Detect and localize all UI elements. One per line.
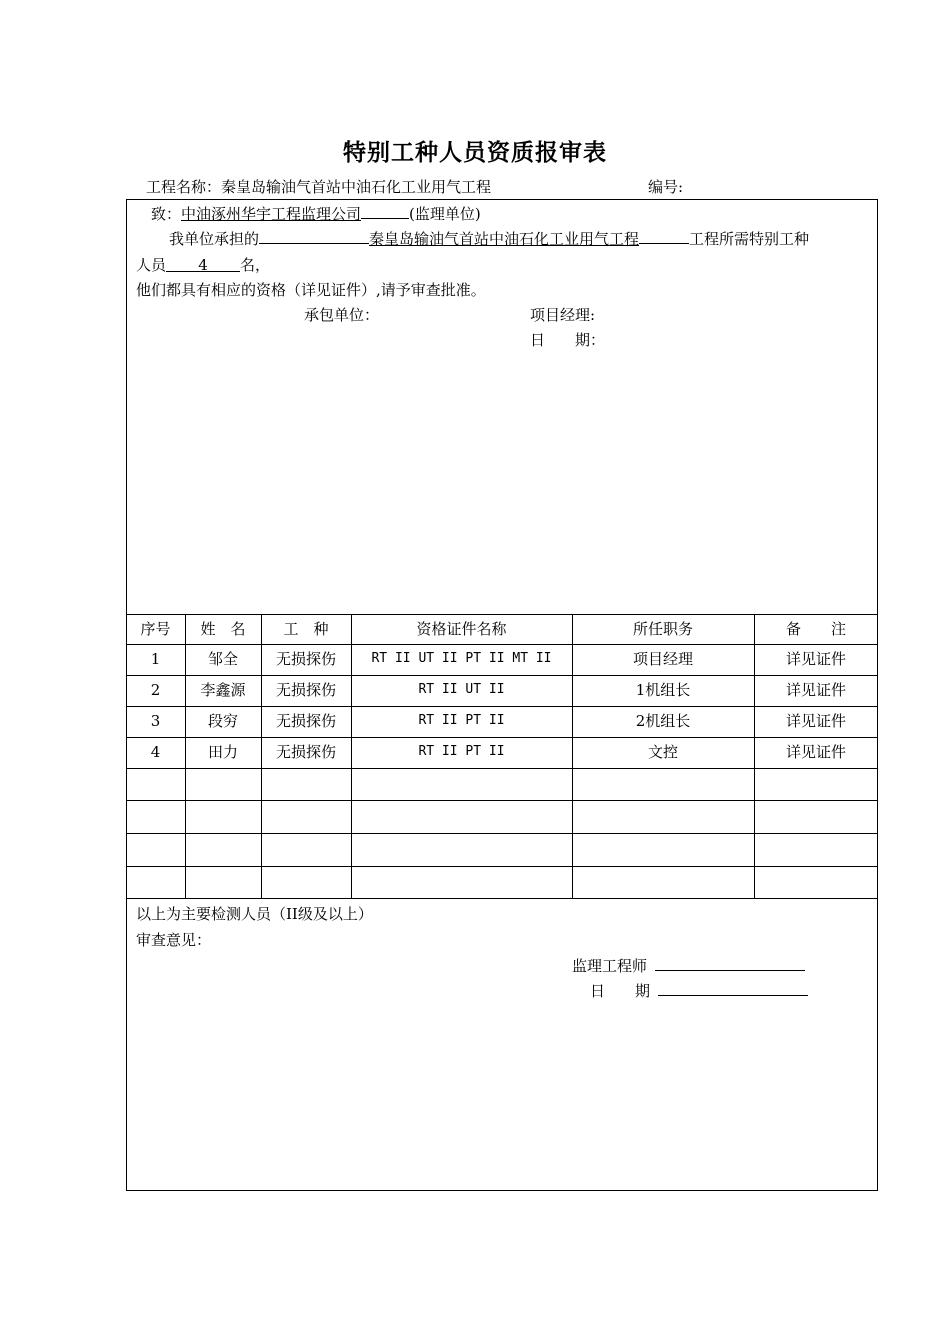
to-label: 致： — [151, 205, 182, 223]
contractor-label: 承包单位： — [304, 306, 380, 324]
table-row-divider — [126, 800, 878, 801]
review-date-blank — [658, 979, 808, 996]
personnel-count: 4 — [166, 256, 240, 272]
letter-date-label: 日 期： — [530, 331, 606, 349]
table-cell-remarks: 详见证件 — [785, 650, 846, 668]
undertake-blank-left — [259, 228, 369, 244]
to-line — [151, 203, 481, 224]
table-row-divider — [126, 833, 878, 834]
manager-label: 项目经理: — [530, 306, 596, 324]
table-row-divider — [126, 866, 878, 867]
undertake-project: 秦皇岛输油气首站中油石化工业用气工程 — [369, 230, 640, 248]
table-cell-certificate: RT II UT II PT II MT II — [371, 651, 552, 666]
undertake-line — [169, 228, 809, 249]
header-certificate: 资格证件名称 — [416, 620, 507, 638]
table-cell-name: 田力 — [207, 743, 238, 761]
engineer-signature-blank — [655, 954, 805, 971]
approval-request: 他们都具有相应的资格（详见证件）,请予审查批准。 — [136, 281, 486, 299]
table-cell-position: 文控 — [647, 743, 678, 761]
table-cell-name: 邹全 — [207, 650, 238, 668]
header-position: 所任职务 — [632, 620, 693, 638]
project-name-line — [146, 176, 491, 197]
table-cell-position: 1机组长 — [635, 681, 691, 699]
engineer-label: 监理工程师 — [572, 957, 648, 975]
undertake-blank-right — [639, 228, 689, 244]
table-cell-remarks: 详见证件 — [785, 712, 846, 730]
table-row-divider — [126, 768, 878, 769]
table-cell-index: 1 — [150, 650, 161, 668]
review-date-label: 日 期 — [590, 982, 651, 1000]
table-cell-position: 项目经理 — [632, 650, 693, 668]
table-cell-index: 2 — [150, 681, 161, 699]
header-remarks: 备 注 — [785, 620, 846, 638]
table-cell-index: 3 — [150, 712, 161, 730]
engineer-signature-line — [572, 954, 805, 976]
project-label: 工程名称： — [146, 178, 222, 196]
table-cell-remarks: 详见证件 — [785, 681, 846, 699]
table-cell-name: 李鑫源 — [200, 681, 246, 699]
undertake-prefix: 我单位承担的 — [169, 230, 260, 248]
table-cell-certificate: RT II PT II — [418, 713, 505, 728]
project-name: 秦皇岛输油气首站中油石化工业用气工程 — [221, 178, 492, 196]
table-cell-trade: 无损探伤 — [275, 650, 336, 668]
review-date-line — [590, 979, 808, 1001]
table-cell-trade: 无损探伤 — [275, 712, 336, 730]
supervisor-blank — [361, 203, 409, 219]
count-prefix: 人员 — [136, 256, 167, 274]
table-cell-index: 4 — [150, 743, 161, 761]
number-label: 编号: — [648, 178, 684, 196]
table-cell-remarks: 详见证件 — [785, 743, 846, 761]
header-trade: 工 种 — [283, 620, 329, 638]
supervisor-name: 中油涿州华宇工程监理公司 — [181, 205, 362, 223]
count-suffix: 名， — [240, 256, 271, 274]
header-index: 序号 — [140, 620, 171, 638]
review-opinion-label: 审查意见： — [136, 931, 212, 949]
table-cell-certificate: RT II PT II — [418, 744, 505, 759]
table-cell-name: 段穷 — [207, 712, 238, 730]
header-name: 姓 名 — [200, 620, 246, 638]
table-cell-position: 2机组长 — [635, 712, 691, 730]
table-cell-trade: 无损探伤 — [275, 743, 336, 761]
supervisor-suffix: (监理单位) — [409, 205, 481, 223]
count-line — [136, 254, 270, 275]
page-title: 特别工种人员资质报审表 — [343, 139, 607, 166]
table-cell-trade: 无损探伤 — [275, 681, 336, 699]
inspector-note: 以上为主要检测人员（II级及以上） — [136, 905, 373, 923]
undertake-suffix: 工程所需特别工种 — [689, 230, 810, 248]
table-cell-certificate: RT II UT II — [418, 682, 505, 697]
table-bottom-border — [126, 898, 878, 899]
